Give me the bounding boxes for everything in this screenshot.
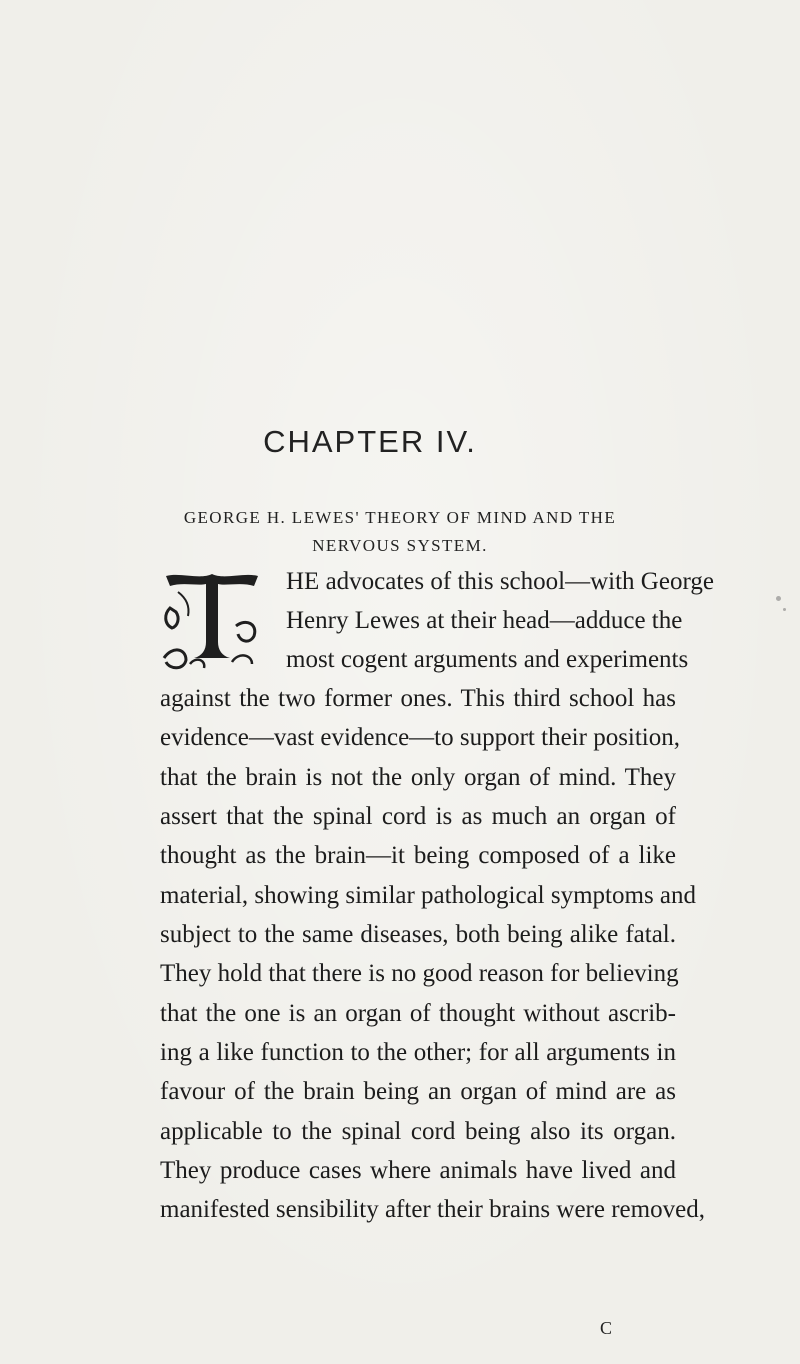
- ornamental-dropcap-t: [160, 568, 264, 672]
- chapter-title: CHAPTER IV.: [263, 424, 477, 459]
- paragraph-line: applicable to the spinal cord being also its organ.: [160, 1118, 676, 1145]
- paper-speck: [783, 608, 786, 611]
- signature-mark: C: [600, 1318, 613, 1338]
- paragraph-line: thought as the brain—it being composed of a like: [160, 842, 676, 869]
- paragraph-line: favour of the brain being an organ of mind are as: [160, 1078, 676, 1105]
- subtitle-line: NERVOUS SYSTEM.: [312, 536, 488, 555]
- paragraph-line: that the one is an organ of thought without ascrib-: [160, 1000, 676, 1027]
- paragraph-line: ing a like function to the other; for all arguments in: [160, 1039, 676, 1066]
- paragraph-line: evidence—vast evidence—to support their position,: [160, 724, 681, 751]
- paper-speck: [776, 596, 781, 601]
- paragraph-line: that the brain is not the only organ of mind. They: [160, 764, 676, 791]
- paragraph-line: material, showing similar pathological symptoms and: [160, 882, 697, 909]
- paragraph-line: They hold that there is no good reason for believing: [160, 960, 679, 987]
- chapter-subtitle: [130, 504, 670, 560]
- paragraph-line: most cogent arguments and experiments: [286, 646, 689, 673]
- paragraph-line: subject to the same diseases, both being alike fatal.: [160, 921, 676, 948]
- paragraph-line: assert that the spinal cord is as much an organ of: [160, 803, 676, 830]
- paragraph-line: HE advocates of this school—with George: [286, 568, 714, 595]
- subtitle-line: GEORGE H. LEWES' THEORY OF MIND AND THE: [183, 508, 617, 527]
- paragraph-line: manifested sensibility after their brains were removed,: [160, 1196, 705, 1223]
- paragraph-line: against the two former ones. This third school has: [160, 685, 676, 712]
- paragraph-line: Henry Lewes at their head—adduce the: [286, 607, 683, 634]
- paragraph-line: They produce cases where animals have lived and: [160, 1157, 676, 1184]
